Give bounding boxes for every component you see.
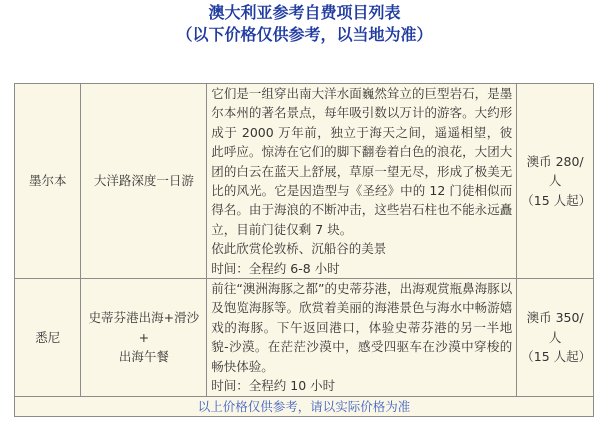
page-title: 澳大利亚参考自费项目列表 [208,3,401,22]
min-people-text: （15 人起） [521,348,592,364]
footer-note: 以上价格仅供参考，请以实际价格为准 [15,396,594,416]
min-people-text: （15 人起） [521,192,592,208]
description-extra: 依此欣赏伦敦桥、沉船谷的美景 [211,241,387,257]
page-subtitle: （以下价格仅供参考，以当地为准） [176,25,433,44]
footer-row [15,396,594,416]
tour-table [14,83,594,417]
price-cell [517,84,594,279]
price-text: 澳币 350/人 [526,310,584,345]
tour-name-line: 出海午餐 [118,348,169,364]
tour-name-cell [81,279,207,396]
price-text: 澳币 280/人 [526,153,584,189]
duration-text: 时间：全程约 6-8 小时 [211,260,340,276]
description-text: 它们是一组穿出南大洋水面巍然耸立的巨型岩石，是墨尔本州的著名景点，每年吸引数以万计的游客。大约形成于 2000 万年前，独立于海天之间，遥遥相望，彼此呼应。惊涛在它们的脚下翻卷着白色的浪花，大团大团的白云在蓝天上舒展，草原一望无尽，形成了极美无比的风光。它是因造型与《圣经》中的 12 门徒相似而得名。由于海浪的不断冲击，这些岩石柱也不能永远矗立，目前门徒仅剩 7 块。 [211,86,513,237]
tour-name-cell: 大洋路深度一日游 [81,84,207,279]
description-cell [207,84,517,279]
description-text: 前往“澳洲海豚之都”的史蒂芬港，出海观赏瓶鼻海豚以及饱览海豚等。欣赏着美丽的海港景色与海水中畅游嬉戏的海豚。下午返回港口，体验史蒂芬港的另一半地貌-沙漠。在茫茫沙漠中，感受四驱车在沙漠中穿梭的畅快体验。 [211,281,513,374]
city-cell: 悉尼 [15,279,81,396]
duration-text: 时间：全程约 10 小时 [211,378,336,394]
table-row [15,279,594,396]
tour-name-line: 史蒂芬港出海+滑沙+ [88,310,200,345]
title-block [0,2,609,46]
city-cell: 墨尔本 [15,84,81,279]
table-row [15,84,594,279]
description-cell [207,279,517,396]
price-cell [517,279,594,396]
